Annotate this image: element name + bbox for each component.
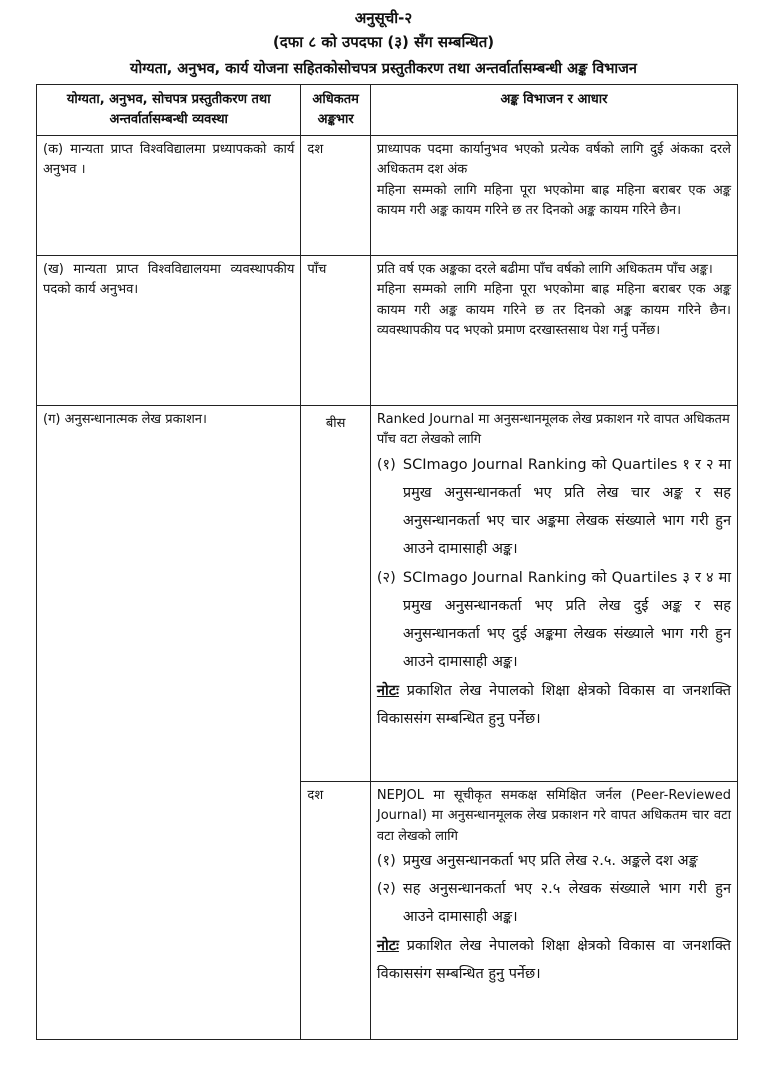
row-c-item: (ग) अनुसन्धानात्मक लेख प्रकाशन। — [37, 406, 301, 1040]
row-d-note-label: नोटः — [376, 937, 399, 954]
row-d-sub-1 — [377, 847, 731, 875]
row-c-note — [377, 677, 731, 734]
row-d-sub-2-text: सह अनुसन्धानकर्ता भए २.५ लेखक संख्याले भाग गरी हुन आउने दामासाही अङ्क। — [402, 880, 731, 926]
row-c-sub-2 — [377, 564, 731, 677]
table-header-row — [37, 85, 738, 136]
header-provision: योग्यता, अनुभव, सोचपत्र प्रस्तुतीकरण तथा अन्तर्वार्तासम्बन्धी व्यवस्था — [37, 85, 301, 136]
row-d-points: दश — [301, 782, 370, 1040]
row-c-sub-1 — [377, 451, 731, 564]
row-d-sub-1-text: प्रमुख अनुसन्धानकर्ता भए प्रति लेख २.५. अङ्कले दश अङ्क — [402, 852, 698, 869]
table-row — [37, 136, 738, 256]
header-basis: अङ्क विभाजन र आधार — [370, 85, 737, 136]
schedule-caption: योग्यता, अनुभव, कार्य योजना सहितकोसोचपत्र प्रस्तुतीकरण तथा अन्तर्वार्तासम्बन्धी अङ्क विभाजन — [130, 61, 637, 77]
row-d-sub-2 — [377, 875, 731, 932]
row-c-sub-1-number: (१) — [376, 456, 396, 473]
row-d-sub-2-number: (२) — [376, 880, 396, 897]
schedule-subtitle: (दफा ८ को उपदफा (३) सँग सम्बन्धित) — [272, 33, 495, 51]
table-row — [37, 406, 738, 782]
schedule-title: अनुसूची-२ — [354, 9, 413, 27]
row-b-basis-line2: महिना सम्मको लागि महिना पूरा भएकोमा बाह्र महिना बराबर एक अङ्क कायम गरी अङ्क कायम गरिने छ तर दिनको अङ्क कायम गरिने छैन। व्यवस्थापकीय पद भएको प्रमाण दरखास्तसाथ पेश गर्नु पर्नेछ। — [376, 282, 731, 338]
row-a-basis — [370, 136, 737, 256]
row-c-sub-1-text: SCImago Journal Ranking को Quartiles १ र २ मा प्रमुख अनुसन्धानकर्ता भए प्रति लेख चार अङ्क र सह अनुसन्धानकर्ता भए चार अङ्कमा लेखक संख्याले भाग गरी हुन आउने दामासाही अङ्क। — [402, 456, 731, 558]
table-row — [37, 256, 738, 406]
row-b-item: (ख) मान्यता प्राप्त विश्वविद्यालयमा व्यवस्थापकीय पदको कार्य अनुभव। — [37, 256, 301, 406]
row-c-sub-2-number: (२) — [376, 569, 396, 586]
row-d-note-text: प्रकाशित लेख नेपालको शिक्षा क्षेत्रको विकास वा जनशक्ति विकाससंग सम्बन्धित हुनु पर्नेछ। — [376, 937, 731, 982]
row-c-points: बीस — [301, 406, 370, 782]
row-c-intro: Ranked Journal मा अनुसन्धानमूलक लेख प्रकाशन गरे वापत अधिकतम पाँच वटा लेखको लागि — [376, 412, 730, 448]
row-c-note-text: प्रकाशित लेख नेपालको शिक्षा क्षेत्रको विकास वा जनशक्ति विकाससंग सम्बन्धित हुनु पर्नेछ। — [376, 682, 731, 727]
row-c-note-label: नोटः — [376, 682, 399, 699]
row-c-sub-2-text: SCImago Journal Ranking को Quartiles ३ र ४ मा प्रमुख अनुसन्धानकर्ता भए प्रति लेख दुई अङ्क र सह अनुसन्धानकर्ता भए दुई अङ्कमा लेखक संख्याले भाग गरी हुन आउने दामासाही अङ्क। — [402, 569, 731, 671]
marks-distribution-table — [36, 84, 738, 1040]
row-b-basis — [370, 256, 737, 406]
header-max-marks: अधिकतम अङ्कभार — [301, 85, 370, 136]
row-d-note — [377, 932, 731, 989]
row-a-basis-line2: महिना सम्मको लागि महिना पूरा भएकोमा बाह्र महिना बराबर एक अङ्क कायम गरी अङ्क कायम गरिने छ तर दिनको अङ्क कायम गरिने छैन। — [376, 182, 731, 218]
row-d-basis — [370, 782, 737, 1040]
row-a-basis-line1: प्राध्यापक पदमा कार्यानुभव भएको प्रत्येक वर्षको लागि दुई अंकका दरले अधिकतम दश अंक — [376, 142, 731, 178]
row-d-sub-1-number: (१) — [376, 852, 396, 869]
row-a-points: दश — [301, 136, 370, 256]
row-b-basis-line1: प्रति वर्ष एक अङ्कका दरले बढीमा पाँच वर्षको लागि अधिकतम पाँच अङ्क। — [376, 262, 713, 278]
row-a-item: (क) मान्यता प्राप्त विश्वविद्यालमा प्रध्यापकको कार्य अनुभव । — [37, 136, 301, 256]
row-b-points: पाँच — [301, 256, 370, 406]
row-c-basis — [370, 406, 737, 782]
row-d-intro: NEPJOL मा सूचीकृत समकक्ष समिक्षित जर्नल (Peer-Reviewed Journal) मा अनुसन्धानमूलक लेख प्रकाशन गरे वापत अधिकतम चार वटा वटा लेखको लागि — [376, 788, 731, 844]
